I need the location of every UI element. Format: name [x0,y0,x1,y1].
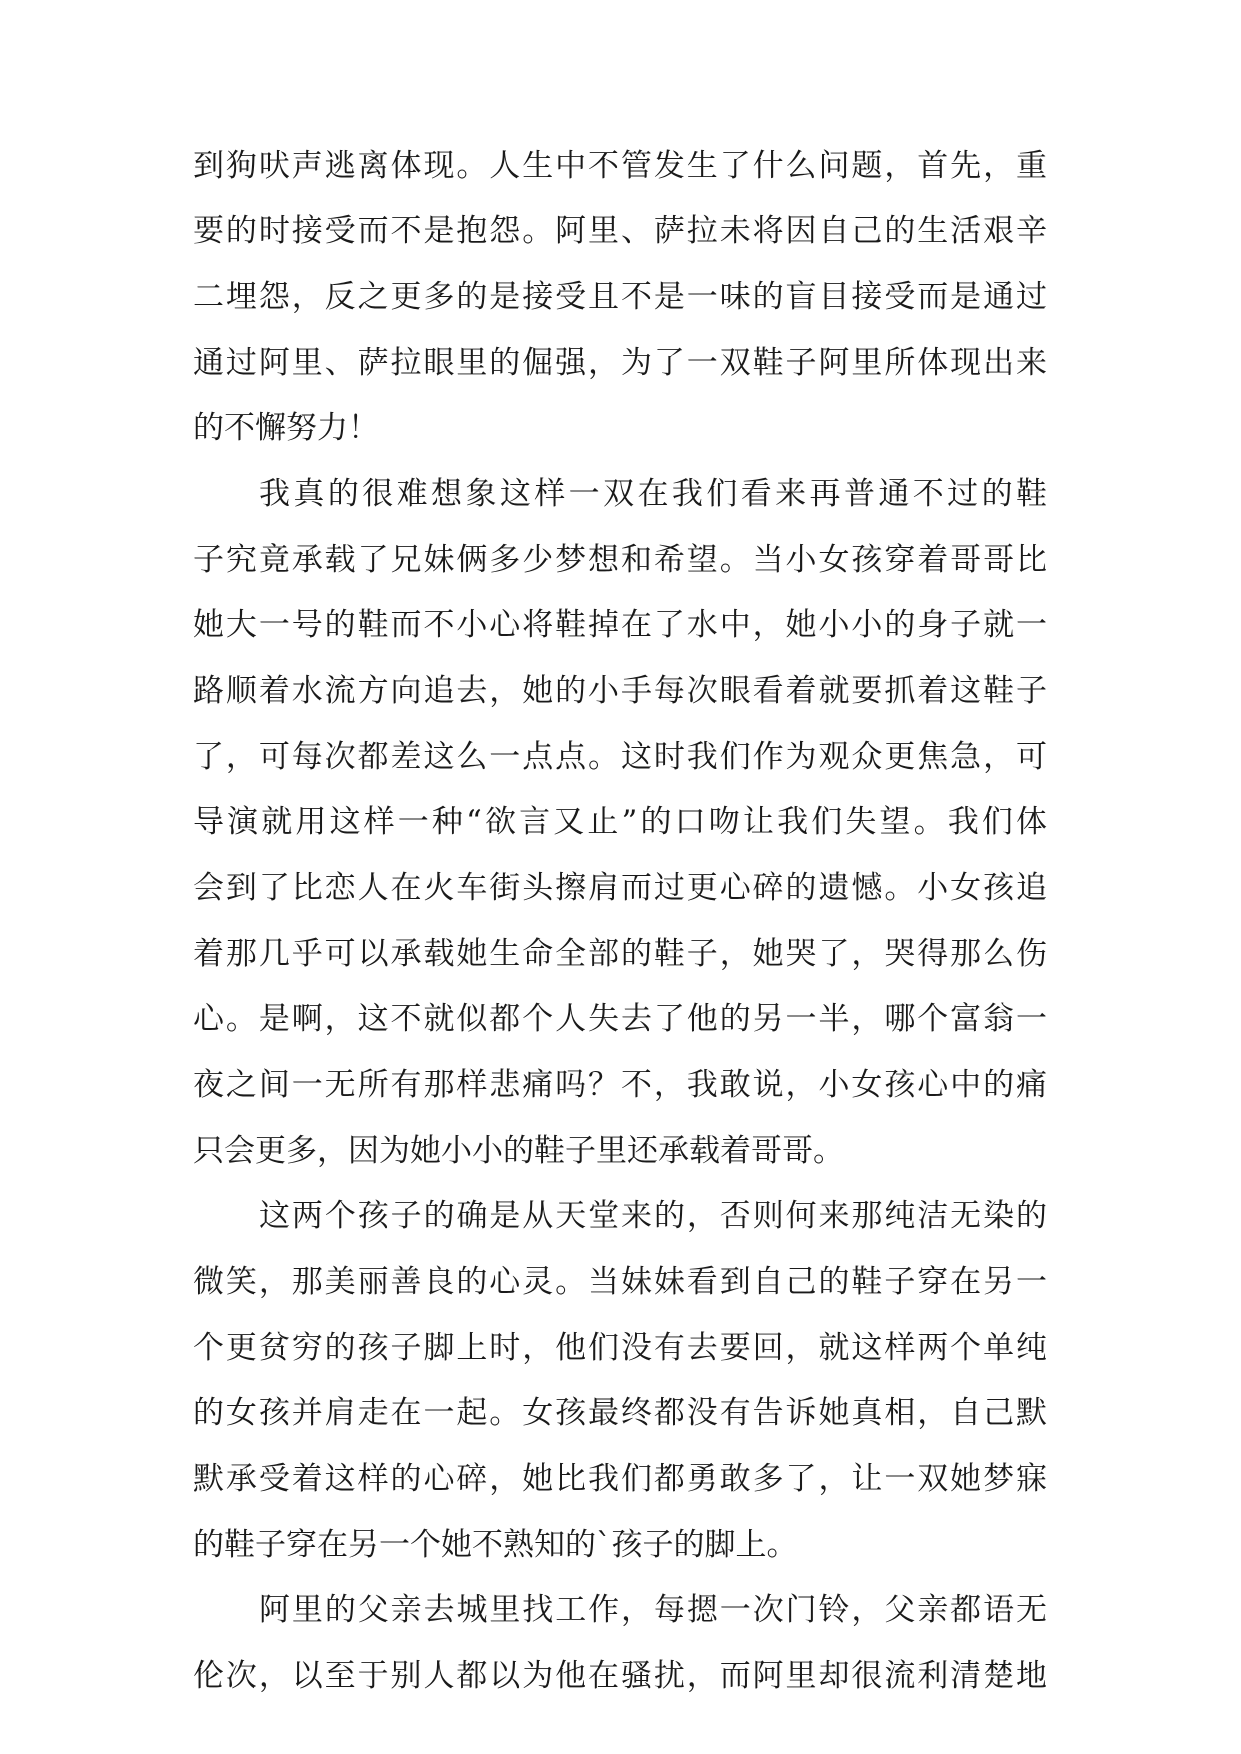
text-line: 只会更多，因为她小小的鞋子里还承载着哥哥。 [193,1133,844,1169]
text-line: 伦次，以至于别人都以为他在骚扰，而阿里却很流利清楚地 [193,1658,1047,1694]
text-line: 要的时接受而不是抱怨。阿里、萨拉未将因自己的生活艰辛 [193,213,1047,249]
text-line: 二埋怨，反之更多的是接受且不是一味的盲目接受而是通过 [193,279,1047,315]
text-line: 的女孩并肩走在一起。女孩最终都没有告诉她真相，自己默 [193,1395,1047,1431]
text-line: 夜之间一无所有那样悲痛吗？不，我敢说，小女孩心中的痛 [193,1067,1047,1103]
text-line: 会到了比恋人在火车街头擦肩而过更心碎的遗憾。小女孩追 [193,870,1047,906]
text-line: 着那几乎可以承载她生命全部的鞋子，她哭了，哭得那么伤 [193,936,1047,972]
text-line: 默承受着这样的心碎，她比我们都勇敢多了，让一双她梦寐 [193,1461,1047,1497]
paragraph-first-line: 我真的很难想象这样一双在我们看来再普通不过的鞋 [259,476,1047,512]
text-line: 到狗吠声逃离体现。人生中不管发生了什么问题，首先，重 [193,148,1047,184]
text-line: 她大一号的鞋而不小心将鞋掉在了水中，她小小的身子就一 [193,607,1047,643]
text-line: 了，可每次都差这么一点点。这时我们作为观众更焦急，可 [193,739,1047,775]
text-line: 子究竟承载了兄妹俩多少梦想和希望。当小女孩穿着哥哥比 [193,542,1047,578]
text-line: 通过阿里、萨拉眼里的倔强，为了一双鞋子阿里所体现出来 [193,345,1047,381]
paragraph-first-line: 这两个孩子的确是从天堂来的，否则何来那纯洁无染的 [259,1198,1047,1234]
text-line: 路顺着水流方向追去，她的小手每次眼看着就要抓着这鞋子 [193,673,1047,709]
text-line: 心。是啊，这不就似都个人失去了他的另一半，哪个富翁一 [193,1001,1047,1037]
paragraph-first-line: 阿里的父亲去城里找工作，每摁一次门铃，父亲都语无 [259,1592,1047,1628]
text-line: 的鞋子穿在另一个她不熟知的`孩子的脚上。 [193,1527,798,1563]
text-line: 微笑，那美丽善良的心灵。当妹妹看到自己的鞋子穿在另一 [193,1264,1047,1300]
text-line: 导演就用这样一种“欲言又止”的口吻让我们失望。我们体 [193,804,1047,840]
text-line: 个更贫穷的孩子脚上时，他们没有去要回，就这样两个单纯 [193,1330,1047,1366]
text-line: 的不懈努力！ [193,410,379,446]
